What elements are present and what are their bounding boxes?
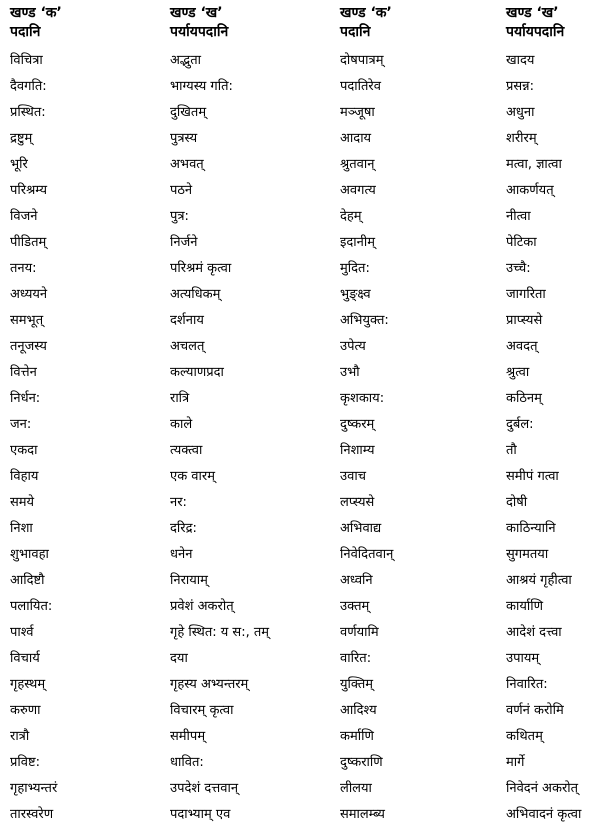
pada-cell: उक्तम् [340, 599, 370, 614]
table-row [0, 204, 614, 230]
paryaya-cell: अधुना [506, 105, 535, 120]
pada-cell: गृहाभ्यन्तरं [10, 781, 58, 796]
table-row [0, 464, 614, 490]
paryaya-cell: आश्रयं गृहीत्वा [506, 573, 572, 588]
paryaya-cell: समीपं गत्वा [506, 469, 559, 484]
pada-cell: विचार्य [10, 651, 40, 666]
pada-cell: देहम् [340, 209, 362, 224]
paryaya-cell: दोषी [506, 495, 528, 510]
paryaya-cell: दुखितम् [170, 105, 207, 120]
pada-cell: लीलया [340, 781, 372, 796]
pada-cell: द्रष्टुम् [10, 131, 33, 146]
table-row [0, 438, 614, 464]
paryaya-cell: तौ [506, 443, 517, 458]
paryaya-cell: दुर्बल: [506, 417, 534, 432]
pada-cell: विजने [10, 209, 38, 224]
paryaya-cell: दर्शनाय [170, 313, 204, 328]
pada-cell: आदाय [340, 131, 372, 146]
pada-cell: पलायित: [10, 599, 53, 614]
paryaya-cell: कठिनम् [506, 391, 542, 406]
paryaya-cell: काठिन्यानि [506, 521, 556, 536]
pada-cell: दैवगति: [10, 79, 47, 94]
paryaya-cell: समीपम् [170, 729, 206, 744]
paryaya-cell: उपायम् [506, 651, 540, 666]
paryaya-cell: पदाभ्याम् एव [170, 807, 231, 822]
table-row [0, 516, 614, 542]
pada-cell: मञ्जूषा [340, 105, 375, 120]
paryaya-cell: काले [170, 417, 193, 432]
paryaya-cell: गृहस्य अभ्यन्तरम् [170, 677, 249, 692]
pada-cell: समभूत् [10, 313, 44, 328]
table-row [0, 542, 614, 568]
paryaya-cell: उच्चै: [506, 261, 531, 276]
pada-cell: मुदित: [340, 261, 370, 276]
header-khand-ka: खण्ड ‘क’ [10, 5, 62, 21]
table-row [0, 568, 614, 594]
pada-cell: रात्रौ [10, 729, 30, 744]
paryaya-cell: खादय [506, 53, 535, 68]
paryaya-cell: कल्याणप्रदा [170, 365, 224, 380]
pada-cell: कर्माणि [340, 729, 374, 744]
paryaya-cell: पेटिका [506, 235, 537, 250]
pada-cell: प्रस्थित: [10, 105, 46, 120]
pada-cell: गृहस्थम् [10, 677, 46, 692]
paryaya-cell: अभिवादनं कृत्वा [506, 807, 582, 822]
paryaya-cell: प्रसन्न: [506, 79, 534, 94]
pada-cell: इदानीम् [340, 235, 376, 250]
paryaya-cell: अद्भुता [170, 53, 201, 68]
header-padani: पदानि [340, 24, 371, 40]
paryaya-cell: अभवत् [170, 157, 204, 172]
header-paryayapadani: पर्यायपदानि [170, 24, 229, 40]
paryaya-cell: नीत्वा [506, 209, 531, 224]
pada-cell: शुभावहा [10, 547, 49, 562]
table-row [0, 724, 614, 750]
pada-cell: तनय: [10, 261, 37, 276]
pada-cell: प्रविष्ट: [10, 755, 40, 770]
paryaya-cell: अचलत् [170, 339, 205, 354]
table-row [0, 360, 614, 386]
paryaya-cell: वर्णनं करोमि [506, 703, 564, 718]
header-paryayapadani: पर्यायपदानि [506, 24, 565, 40]
pada-cell: युक्तिम् [340, 677, 374, 692]
paryaya-cell: अवदत् [506, 339, 538, 354]
pada-cell: करुणा [10, 703, 41, 718]
paryaya-cell: मार्गे [506, 755, 525, 770]
pada-cell: वित्तेन [10, 365, 37, 380]
pada-cell: श्रुतवान् [340, 157, 375, 172]
table-row [0, 386, 614, 412]
paryaya-cell: सुगमतया [506, 547, 549, 562]
table-row [0, 74, 614, 100]
pada-cell: पदातिरेव [340, 79, 381, 94]
table-row [0, 308, 614, 334]
table-row [0, 178, 614, 204]
pada-cell: पार्श्व [10, 625, 34, 640]
paryaya-cell: पुत्रस्य [170, 131, 198, 146]
paryaya-cell: रात्रि [170, 391, 190, 406]
header-padani: पदानि [10, 24, 41, 40]
paryaya-cell: पुत्र: [170, 209, 189, 224]
paryaya-cell: धनेन [170, 547, 193, 562]
header-khand-ka: खण्ड ‘क’ [340, 5, 392, 21]
pada-cell: दुष्करम् [340, 417, 375, 432]
paryaya-cell: निवेदनं अकरोत् [506, 781, 579, 796]
pada-cell: दोषपात्रम् [340, 53, 384, 68]
paryaya-cell: भाग्यस्य गति: [170, 79, 233, 94]
table-row [0, 100, 614, 126]
paryaya-cell: त्यक्त्वा [170, 443, 203, 458]
table-row [0, 256, 614, 282]
pada-cell: विहाय [10, 469, 39, 484]
pada-cell: उपेत्य [340, 339, 366, 354]
pada-cell: परिश्रम्य [10, 183, 48, 198]
paryaya-cell: कथितम् [506, 729, 543, 744]
pada-cell: उभौ [340, 365, 360, 380]
pada-cell: वारित: [340, 651, 372, 666]
paryaya-cell: जागरिता [506, 287, 546, 302]
paryaya-cell: आदेशं दत्त्वा [506, 625, 562, 640]
paryaya-cell: शरीरम् [506, 131, 537, 146]
pada-cell: आदिष्टौ [10, 573, 45, 588]
paryaya-cell: नर: [170, 495, 187, 510]
pada-cell: अध्ययने [10, 287, 48, 302]
table-row [0, 620, 614, 646]
pada-cell: पीडितम् [10, 235, 47, 250]
table-row [0, 802, 614, 828]
paryaya-cell: एक वारम् [170, 469, 215, 484]
table-row [0, 412, 614, 438]
paryaya-cell: निवारित: [506, 677, 548, 692]
paryaya-cell: निर्जने [170, 235, 198, 250]
pada-cell: एकदा [10, 443, 38, 458]
paryaya-cell: धावित: [170, 755, 204, 770]
table-row [0, 126, 614, 152]
pada-cell: आदिश्य [340, 703, 377, 718]
pada-cell: वर्णयामि [340, 625, 379, 640]
pada-cell: अभिवाद्य [340, 521, 382, 536]
paryaya-cell: कार्याणि [506, 599, 544, 614]
table-row [0, 230, 614, 256]
table-row [0, 48, 614, 74]
pada-cell: निवेदितवान् [340, 547, 394, 562]
pada-cell: भुङ्क्ष्व [340, 287, 371, 302]
paryaya-cell: आकर्णयत् [506, 183, 554, 198]
paryaya-cell: प्राप्स्यसे [506, 313, 543, 328]
table-row [0, 152, 614, 178]
table-row [0, 776, 614, 802]
pada-cell: उवाच [340, 469, 366, 484]
table-row [0, 646, 614, 672]
paryaya-cell: परिश्रमं कृत्वा [170, 261, 232, 276]
table-row [0, 334, 614, 360]
table-row [0, 750, 614, 776]
header-khand-kha: खण्ड ‘ख’ [506, 5, 559, 21]
pada-cell: विचित्रा [10, 53, 43, 68]
pada-cell: अवगत्य [340, 183, 376, 198]
paryaya-cell: अत्यधिकम् [170, 287, 221, 302]
paryaya-cell: श्रुत्वा [506, 365, 530, 380]
paryaya-cell: दरिद्र: [170, 521, 197, 536]
paryaya-cell: निरायाम् [170, 573, 208, 588]
paryaya-cell: मत्वा, ज्ञात्वा [506, 157, 562, 172]
paryaya-cell: दया [170, 651, 188, 666]
table-row [0, 282, 614, 308]
table-row [0, 594, 614, 620]
table-row [0, 698, 614, 724]
pada-cell: निशा [10, 521, 33, 536]
pada-cell: समये [10, 495, 35, 510]
pada-cell: समालम्ब्य [340, 807, 385, 822]
table-row [0, 672, 614, 698]
paryaya-cell: गृहे स्थित: य स:, तम् [170, 625, 270, 640]
header-khand-kha: खण्ड ‘ख’ [170, 5, 223, 21]
pada-cell: भूरि [10, 157, 28, 172]
pada-cell: अभियुक्त: [340, 313, 389, 328]
pada-cell: दुष्कराणि [340, 755, 383, 770]
paryaya-cell: प्रवेशं अकरोत् [170, 599, 234, 614]
pada-cell: अध्वनि [340, 573, 373, 588]
paryaya-cell: पठने [170, 183, 193, 198]
pada-cell: कृशकाय: [340, 391, 385, 406]
header-row-2 [0, 21, 614, 43]
pada-cell: तारस्वरेण [10, 807, 54, 822]
paryaya-cell: विचारम् कृत्वा [170, 703, 234, 718]
pada-cell: लप्स्यसे [340, 495, 375, 510]
table-row [0, 490, 614, 516]
pada-cell: निर्धन: [10, 391, 41, 406]
pada-cell: निशाम्य [340, 443, 375, 458]
pada-cell: जन: [10, 417, 32, 432]
paryaya-cell: उपदेशं दत्तवान् [170, 781, 239, 796]
pada-cell: तनूजस्य [10, 339, 47, 354]
